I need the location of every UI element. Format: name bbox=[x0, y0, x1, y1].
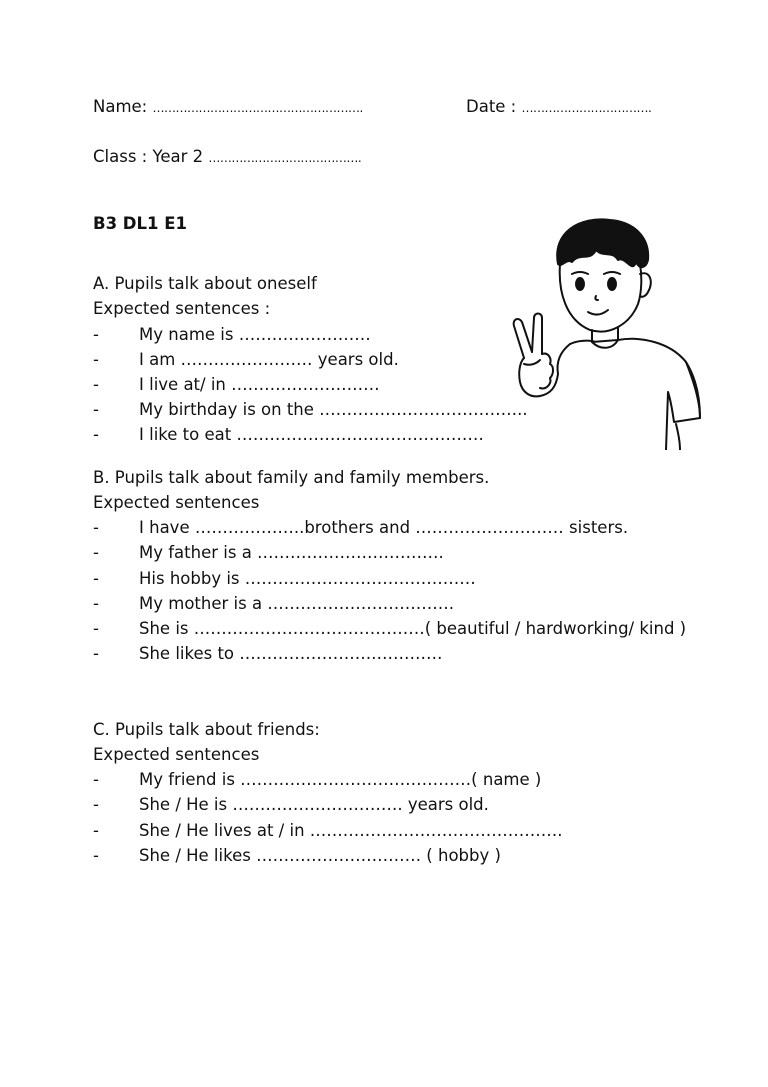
list-item: She is ……………………………………( beautiful / hardworking/ kind ) bbox=[139, 619, 687, 638]
bullet: - bbox=[93, 543, 99, 562]
boy-peace-sign-icon bbox=[500, 212, 705, 450]
name-blank[interactable]: ………………………………………………. bbox=[152, 101, 363, 115]
worksheet-code: B3 DL1 E1 bbox=[93, 214, 187, 233]
bullet: - bbox=[93, 795, 99, 814]
section-b-title: B. Pupils talk about family and family members. bbox=[93, 468, 490, 487]
bullet: - bbox=[93, 569, 99, 588]
list-item: I like to eat ……………………………………… bbox=[139, 425, 484, 444]
list-item: She / He is …………………………. years old. bbox=[139, 795, 489, 814]
list-item: I have ………………..brothers and ……………………… sisters. bbox=[139, 518, 629, 537]
bullet: - bbox=[93, 375, 99, 394]
list-item: I am …………………… years old. bbox=[139, 350, 399, 369]
bullet: - bbox=[93, 594, 99, 613]
list-item: My father is a ……………………………. bbox=[139, 543, 444, 562]
list-item: His hobby is …………………………………… bbox=[139, 569, 476, 588]
section-a-subtitle: Expected sentences : bbox=[93, 299, 271, 318]
date-label: Date : bbox=[466, 97, 517, 116]
bullet: - bbox=[93, 350, 99, 369]
list-item: My friend is ……………………………………( name ) bbox=[139, 770, 542, 789]
class-blank[interactable]: …………………………………. bbox=[208, 151, 362, 165]
section-c-title: C. Pupils talk about friends: bbox=[93, 720, 320, 739]
list-item: She / He lives at / in ………………………………………. bbox=[139, 821, 563, 840]
bullet: - bbox=[93, 425, 99, 444]
list-item: I live at/ in ……………………… bbox=[139, 375, 380, 394]
list-item: My mother is a ……………………………. bbox=[139, 594, 455, 613]
section-a-title: A. Pupils talk about oneself bbox=[93, 274, 317, 293]
bullet: - bbox=[93, 400, 99, 419]
bullet: - bbox=[93, 325, 99, 344]
section-c-subtitle: Expected sentences bbox=[93, 745, 260, 764]
list-item: My birthday is on the ……………………………….. bbox=[139, 400, 528, 419]
name-label: Name: bbox=[93, 97, 148, 116]
bullet: - bbox=[93, 770, 99, 789]
list-item: She / He likes ………………………… ( hobby ) bbox=[139, 846, 501, 865]
bullet: - bbox=[93, 821, 99, 840]
bullet: - bbox=[93, 619, 99, 638]
section-b-subtitle: Expected sentences bbox=[93, 493, 260, 512]
class-line bbox=[93, 146, 361, 169]
date-blank[interactable]: ……………………………. bbox=[521, 101, 652, 115]
bullet: - bbox=[93, 846, 99, 865]
date-line bbox=[466, 96, 651, 119]
name-line bbox=[93, 96, 363, 119]
list-item: My name is …………………… bbox=[139, 325, 371, 344]
list-item: She likes to …………………….………… bbox=[139, 644, 443, 663]
bullet: - bbox=[93, 644, 99, 663]
bullet: - bbox=[93, 518, 99, 537]
class-label: Class : Year 2 bbox=[93, 147, 204, 166]
